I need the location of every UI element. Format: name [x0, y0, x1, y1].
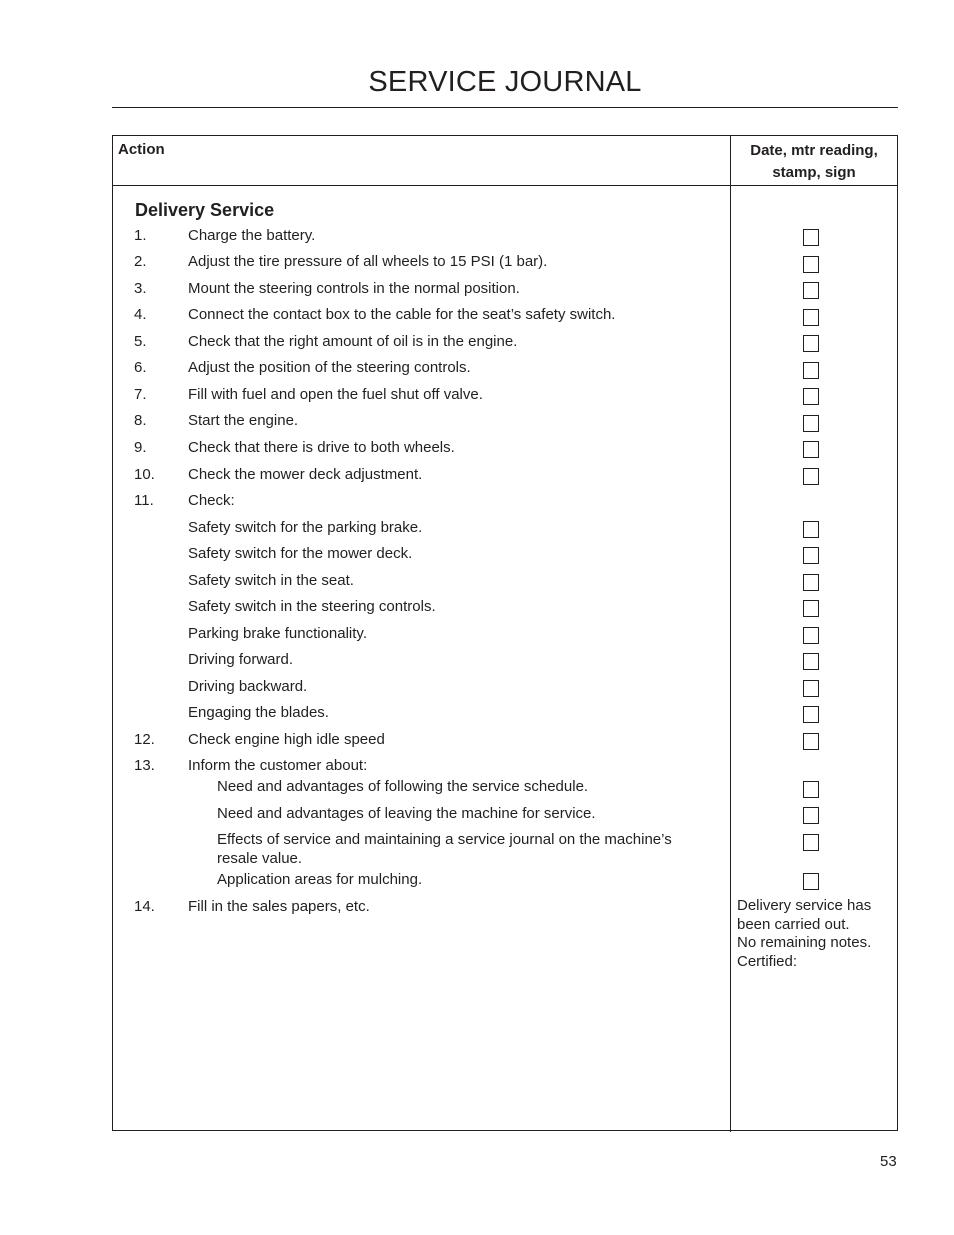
- title-divider: [112, 107, 898, 108]
- checkbox[interactable]: [803, 309, 819, 326]
- checkbox[interactable]: [803, 335, 819, 352]
- checkbox[interactable]: [803, 873, 819, 890]
- item-number: 2.: [134, 253, 147, 270]
- item-text: Mount the steering controls in the normal position.: [188, 280, 520, 297]
- checkbox[interactable]: [803, 256, 819, 273]
- check-subitem: Safety switch in the seat.: [188, 572, 354, 589]
- checkbox[interactable]: [803, 834, 819, 851]
- header-date-line2: stamp, sign: [772, 164, 856, 181]
- item-number: 8.: [134, 412, 147, 429]
- header-date-stamp: [731, 140, 897, 184]
- item-number: 12.: [134, 731, 155, 748]
- inform-subitem: Need and advantages of following the service schedule.: [217, 778, 589, 795]
- section-title: Delivery Service: [135, 200, 275, 220]
- inform-subitem: Application areas for mulching.: [217, 871, 423, 888]
- item-text: Fill in the sales papers, etc.: [188, 898, 370, 915]
- item-text: Check that the right amount of oil is in the engine.: [188, 333, 518, 350]
- checkbox[interactable]: [803, 733, 819, 750]
- item-number: 10.: [134, 466, 155, 483]
- checkbox[interactable]: [803, 468, 819, 485]
- item-number: 1.: [134, 227, 147, 244]
- delivery-note-line: Certified:: [737, 952, 798, 970]
- checkbox[interactable]: [803, 521, 819, 538]
- checkbox[interactable]: [803, 574, 819, 591]
- item-text: Fill with fuel and open the fuel shut off valve.: [188, 386, 483, 403]
- checkbox[interactable]: [803, 282, 819, 299]
- page-title: SERVICE JOURNAL: [368, 66, 642, 98]
- item-number: 7.: [134, 386, 147, 403]
- delivery-note: [737, 897, 897, 971]
- checkbox[interactable]: [803, 415, 819, 432]
- item-text: Adjust the position of the steering controls.: [188, 359, 471, 376]
- item-number: 5.: [134, 333, 147, 350]
- checkbox[interactable]: [803, 441, 819, 458]
- item-text: Start the engine.: [188, 412, 299, 429]
- header-divider: [113, 185, 897, 186]
- check-subitem: Driving forward.: [188, 651, 294, 668]
- checkbox[interactable]: [803, 807, 819, 824]
- item-number: 9.: [134, 439, 147, 456]
- check-subitem: Engaging the blades.: [188, 704, 329, 721]
- check-subitem: Safety switch for the parking brake.: [188, 519, 423, 536]
- delivery-note-line: No remaining notes.: [737, 934, 872, 951]
- item-number: 3.: [134, 280, 147, 297]
- item-text: Check the mower deck adjustment.: [188, 466, 423, 483]
- item-number: 14.: [134, 898, 155, 915]
- check-subitem: Safety switch for the mower deck.: [188, 545, 413, 562]
- item-text: Inform the customer about:: [188, 757, 368, 774]
- checkbox[interactable]: [803, 653, 819, 670]
- item-number: 13.: [134, 757, 155, 774]
- item-text: Adjust the tire pressure of all wheels to 15 PSI (1 bar).: [188, 253, 548, 270]
- header-action: Action: [118, 141, 165, 158]
- column-divider: [730, 136, 731, 1132]
- checkbox[interactable]: [803, 706, 819, 723]
- checkbox[interactable]: [803, 229, 819, 246]
- header-date-line1: Date, mtr reading,: [750, 142, 878, 159]
- delivery-note-line: Delivery service has: [737, 897, 872, 914]
- item-text: Check:: [188, 492, 235, 509]
- check-subitem: Parking brake functionality.: [188, 625, 367, 642]
- checkbox[interactable]: [803, 388, 819, 405]
- delivery-note-line: been carried out.: [737, 915, 850, 933]
- inform-subitem: Need and advantages of leaving the machine for service.: [217, 805, 596, 822]
- checkbox[interactable]: [803, 362, 819, 379]
- item-text: Charge the battery.: [188, 227, 316, 244]
- item-text: Check that there is drive to both wheels.: [188, 439, 455, 456]
- inform-subitem: Effects of service and maintaining a service journal on the machine’s resale value.: [217, 831, 672, 867]
- checkbox[interactable]: [803, 547, 819, 564]
- check-subitem: Driving backward.: [188, 678, 308, 695]
- item-text: Connect the contact box to the cable for the seat’s safety switch.: [188, 306, 616, 323]
- item-text: Check engine high idle speed: [188, 731, 385, 748]
- checkbox[interactable]: [803, 600, 819, 617]
- item-number: 6.: [134, 359, 147, 376]
- item-number: 4.: [134, 306, 147, 323]
- checkbox[interactable]: [803, 680, 819, 697]
- checkbox[interactable]: [803, 627, 819, 644]
- checkbox[interactable]: [803, 781, 819, 798]
- item-number: 11.: [134, 492, 154, 509]
- check-subitem: Safety switch in the steering controls.: [188, 598, 436, 615]
- page-number: 53: [880, 1153, 897, 1170]
